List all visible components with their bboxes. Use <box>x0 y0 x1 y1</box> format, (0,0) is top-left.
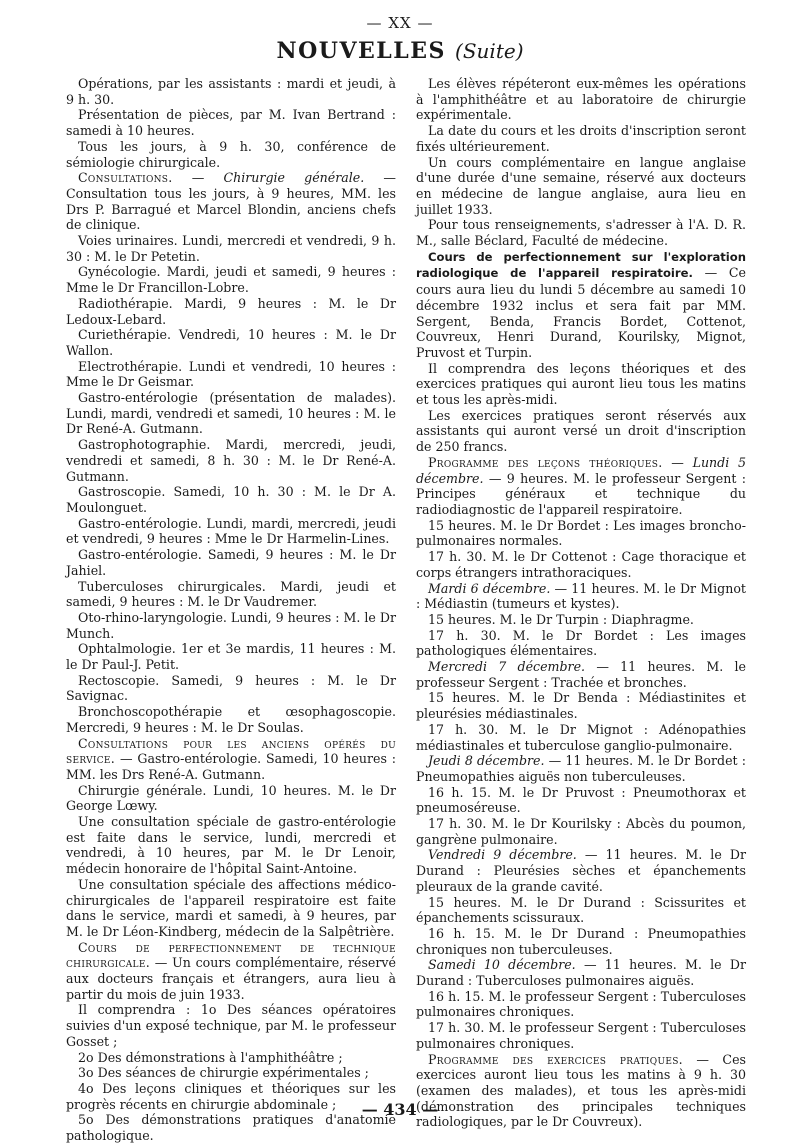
paragraph <box>66 139 396 170</box>
paragraph-text: Radiothérapie. Mardi, 9 heures : M. le Dr Ledoux-Lebard. <box>66 295 396 327</box>
paragraph-text: Bronchoscopothérapie et œsophagoscopie. Mercredi, 9 heures : M. le Dr Soulas. <box>66 704 396 735</box>
paragraph-text: — 11 heures. M. le Dr Bordet : Pneumopathies aiguës non tuberculeuses. <box>416 753 746 784</box>
paragraph-text: Gastro-entérologie. Lundi, mardi, mercredi, jeudi et vendredi, 9 heures : Mme le Dr Harmelin-Lines. <box>66 515 396 547</box>
paragraph <box>66 359 396 390</box>
paragraph-text: 15 heures. M. le Dr Bordet : Les images broncho-pulmonaires normales. <box>416 517 746 549</box>
paragraph-text: Une consultation spéciale de gastro-entérologie est faite dans le service, lundi, mercredi et vendredi, à 10 heures, par M. le Dr Lenoir, médecin honoraire de l'hôpital Saint-Antoine. <box>66 814 396 877</box>
paragraph <box>66 1065 396 1081</box>
paragraph-text: Oto-rhino-laryngologie. Lundi, 9 heures : M. le Dr Munch. <box>66 609 396 641</box>
section-heading: Programme des leçons théoriques. <box>428 454 663 470</box>
paragraph-text: Rectoscopie. Samedi, 9 heures : M. le Dr Savignac. <box>66 672 396 704</box>
paragraph-text: 3o Des séances de chirurgie expérimentales ; <box>78 1065 369 1081</box>
italic-date: Vendredi 9 décembre. <box>428 847 577 863</box>
paragraph-text: — Consultation tous les jours, à 9 heures, MM. les Drs P. Barragué et Marcel Blondin, anciens chefs de clinique. <box>66 170 396 233</box>
paragraph-text: — 11 heures. M. le Dr Durand : Tuberculoses pulmonaires aiguës. <box>416 957 746 989</box>
bold-heading: Cours de perfectionnement sur l'exploration radiologique de l'appareil respiratoire. <box>416 249 746 281</box>
paragraph <box>416 581 746 612</box>
right-column <box>416 76 746 1130</box>
paragraph <box>66 233 396 264</box>
paragraph <box>416 455 746 518</box>
paragraph-text: Tuberculoses chirurgicales. Mardi, jeudi et samedi, 9 heures : M. le Dr Vaudremer. <box>66 578 396 610</box>
paragraph <box>66 107 396 138</box>
paragraph <box>416 217 746 248</box>
paragraph <box>66 736 396 783</box>
paragraph-text: Gastroscopie. Samedi, 10 h. 30 : M. le Dr A. Moulonguet. <box>66 484 396 515</box>
paragraph <box>416 690 746 721</box>
spacer <box>683 1052 696 1067</box>
italic-date: Mardi 6 décembre. <box>428 580 551 596</box>
paragraph <box>66 877 396 940</box>
paragraph-text: — Un cours complémentaire, réservé aux docteurs français et étrangers, aura lieu à partir du mois de juin 1933. <box>66 955 396 1002</box>
paragraph <box>416 76 746 123</box>
paragraph-text: 5o Des démonstrations pratiques d'anatomie pathologique. <box>66 1112 396 1144</box>
paragraph <box>66 610 396 641</box>
paragraph-text: 16 h. 15. M. le Dr Pruvost : Pneumothorax et pneumoséreuse. <box>416 784 746 816</box>
paragraph <box>416 816 746 847</box>
paragraph-text: Voies urinaires. Lundi, mercredi et vendredi, 9 h. 30 : M. le Dr Petetin. <box>66 233 396 264</box>
page-folio: — 434 — <box>361 1100 439 1119</box>
spacer <box>585 659 596 674</box>
paragraph-text: Electrothérapie. Lundi et vendredi, 10 heures : Mme le Dr Geismar. <box>66 358 396 390</box>
paragraph <box>416 361 746 408</box>
paragraph <box>416 628 746 659</box>
paragraph-text: Pour tous renseignements, s'adresser à l'A. D. R. M., salle Béclard, Faculté de médecine. <box>416 217 746 249</box>
section-heading: Consultations pour les anciens opérés du service. <box>66 735 396 767</box>
paragraph <box>66 76 396 107</box>
paragraph-text: 17 h. 30. M. le Dr Bordet : Les images pathologiques élémentaires. <box>416 627 746 659</box>
section-heading: Consultations. <box>78 170 173 186</box>
paragraph <box>416 549 746 580</box>
paragraph-text: Une consultation spéciale des affections médico-chirurgicales de l'appareil respiratoire est faite dans le service, mardi et samedi, à 9 heures, par M. le Dr Léon-Kindberg, médecin de la Salpêtrière. <box>66 876 396 939</box>
paragraph <box>416 659 746 690</box>
left-column <box>66 76 396 1144</box>
paragraph <box>66 814 396 877</box>
paragraph-text: — 11 heures. M. le Dr Mignot : Médiastin (tumeurs et kystes). <box>416 580 746 612</box>
paragraph <box>416 957 746 988</box>
paragraph-text: La date du cours et les droits d'inscription seront fixés ultérieurement. <box>416 123 746 154</box>
paragraph-text: 17 h. 30. M. le Dr Mignot : Adénopathies médiastinales et tuberculose ganglio-pulmonaire. <box>416 721 746 753</box>
paragraph <box>416 895 746 926</box>
paragraph <box>66 940 396 1003</box>
spacer <box>576 957 584 972</box>
paragraph <box>416 123 746 154</box>
paragraph <box>416 753 746 784</box>
separator: — <box>662 454 693 470</box>
paragraph <box>66 390 396 437</box>
paragraph <box>66 673 396 704</box>
paragraph <box>416 989 746 1020</box>
paragraph-text: 15 heures. M. le Dr Durand : Scissurites et épanchements scissuraux. <box>416 894 746 926</box>
paragraph-text: Tous les jours, à 9 h. 30, conférence de sémiologie chirurgicale. <box>66 138 396 170</box>
paragraph-text: Gastro-entérologie (présentation de malades). Lundi, mardi, vendredi et samedi, 10 heures : M. le Dr René-A. Gutmann. <box>66 390 396 437</box>
paragraph-text: Chirurgie générale. Lundi, 10 heures. M. le Dr George Lœwy. <box>66 782 396 814</box>
paragraph <box>66 296 396 327</box>
paragraph <box>416 612 746 628</box>
paragraph-text: 15 heures. M. le Dr Turpin : Diaphragme. <box>428 611 694 627</box>
paragraph-text: 17 h. 30. M. le Dr Kourilsky : Abcès du poumon, gangrène pulmonaire. <box>416 816 746 847</box>
paragraph <box>416 249 746 361</box>
paragraph-text: — Gastro-entérologie. Samedi, 10 heures : MM. les Drs René-A. Gutmann. <box>66 751 396 782</box>
title-suffix: (Suite) <box>455 39 524 63</box>
paragraph-text: Gastro-entérologie. Samedi, 9 heures : M. le Dr Jahiel. <box>66 547 396 578</box>
paragraph-text: 17 h. 30. M. le Dr Cottenot : Cage thoracique et corps étrangers intrathoraciques. <box>416 549 746 580</box>
paragraph-text: 4o Des leçons cliniques et théoriques sur les progrès récents en chirurgie abdominale ; <box>66 1081 396 1112</box>
paragraph-text: — 11 heures. M. le professeur Sergent : Trachée et bronches. <box>416 659 746 690</box>
paragraph-text: Les exercices pratiques seront réservés aux assistants qui auront versé un droit d'inscription de 250 francs. <box>416 407 746 455</box>
italic-date: Chirurgie générale. <box>223 170 365 186</box>
section-heading: Programme des exercices pratiques. <box>428 1051 683 1067</box>
paragraph-text: Présentation de pièces, par M. Ivan Bertrand : samedi à 10 heures. <box>66 107 396 139</box>
paragraph-text: 17 h. 30. M. le professeur Sergent : Tuberculoses pulmonaires chroniques. <box>416 1020 746 1051</box>
title-text: NOUVELLES <box>276 38 446 64</box>
paragraph-text: — 11 heures. M. le Dr Durand : Pleurésies sèches et épanchements pleuraux de la grande cavité. <box>416 847 746 894</box>
italic-date: Jeudi 8 décembre. <box>428 753 545 769</box>
paragraph <box>66 516 396 547</box>
italic-date: Lundi 5 décembre. <box>416 454 746 486</box>
paragraph <box>66 437 396 484</box>
italic-date: Samedi 10 décembre. <box>428 957 576 973</box>
paragraph-text: Gynécologie. Mardi, jeudi et samedi, 9 heures : Mme le Dr Francillon-Lobre. <box>66 264 396 296</box>
paragraph <box>416 785 746 816</box>
paragraph <box>66 264 396 295</box>
paragraph <box>66 170 396 233</box>
section-heading: Cours de perfectionnement de technique chirurgicale. <box>66 939 396 971</box>
paragraph <box>66 327 396 358</box>
paragraph-text: Un cours complémentaire en langue anglaise d'une durée d'une semaine, réservé aux docteurs en médecine de langue anglaise, aura lieu en juillet 1933. <box>416 154 746 217</box>
paragraph <box>66 641 396 672</box>
paragraph-text: 16 h. 15. M. le Dr Durand : Pneumopathies chroniques non tuberculeuses. <box>416 925 746 957</box>
paragraph <box>66 1050 396 1066</box>
paragraph <box>66 484 396 515</box>
paragraph-text: Gastrophotographie. Mardi, mercredi, jeudi, vendredi et samedi, 8 h. 30 : M. le Dr René-A. Gutmann. <box>66 437 396 484</box>
spacer <box>693 265 705 280</box>
paragraph <box>416 518 746 549</box>
paragraph-text: Ophtalmologie. 1er et 3e mardis, 11 heures : M. le Dr Paul-J. Petit. <box>66 641 396 673</box>
separator: — <box>172 170 224 186</box>
paragraph <box>66 783 396 814</box>
paragraph-text: 16 h. 15. M. le professeur Sergent : Tuberculoses pulmonaires chroniques. <box>416 988 746 1020</box>
paragraph <box>66 547 396 578</box>
paragraph-text: 2o Des démonstrations à l'amphithéâtre ; <box>78 1049 343 1065</box>
page-title <box>0 38 800 64</box>
paragraph <box>66 579 396 610</box>
italic-date: Mercredi 7 décembre. <box>428 659 586 675</box>
paragraph-text: Opérations, par les assistants : mardi et jeudi, à 9 h. 30. <box>66 76 396 107</box>
paragraph <box>66 704 396 735</box>
paragraph-text: — 9 heures. M. le professeur Sergent : Principes généraux et technique du radiodiagnostic de l'appareil respiratoire. <box>416 470 746 517</box>
paragraph <box>416 847 746 894</box>
paragraph-text: Curiethérapie. Vendredi, 10 heures : M. le Dr Wallon. <box>66 327 396 358</box>
paragraph <box>416 1020 746 1051</box>
spacer <box>577 847 585 862</box>
paragraph-text: — Ce cours aura lieu du lundi 5 décembre au samedi 10 décembre 1932 inclus et sera fait par MM. Sergent, Benda, Francis Bordet, Cottenot, Couvreux, Henri Durand, Kourilsky, Mignot, Pruvost et Turpin. <box>416 265 746 360</box>
page-roman-number: — XX — <box>366 14 434 32</box>
paragraph-text: Il comprendra des leçons théoriques et des exercices pratiques qui auront lieu tous les matins et tous les après-midi. <box>416 360 746 408</box>
paragraph-text: Il comprendra : 1o Des séances opératoires suivies d'un exposé technique, par M. le professeur Gosset ; <box>66 1002 396 1049</box>
paragraph-text: — Ces exercices auront lieu tous les matins à 9 h. 30 (examen des malades), et tous les après-midi (démonstration des principales techniques radiologiques, par le Dr Couvreux). <box>416 1051 746 1130</box>
paragraph <box>66 1002 396 1049</box>
paragraph <box>416 155 746 218</box>
paragraph <box>416 722 746 753</box>
paragraph <box>416 926 746 957</box>
paragraph <box>416 408 746 455</box>
paragraph-text: Les élèves répéteront eux-mêmes les opérations à l'amphithéâtre et au laboratoire de chirurgie expérimentale. <box>416 76 746 123</box>
paragraph-text: 15 heures. M. le Dr Benda : Médiastinites et pleurésies médiastinales. <box>416 690 746 722</box>
spacer <box>364 170 383 185</box>
